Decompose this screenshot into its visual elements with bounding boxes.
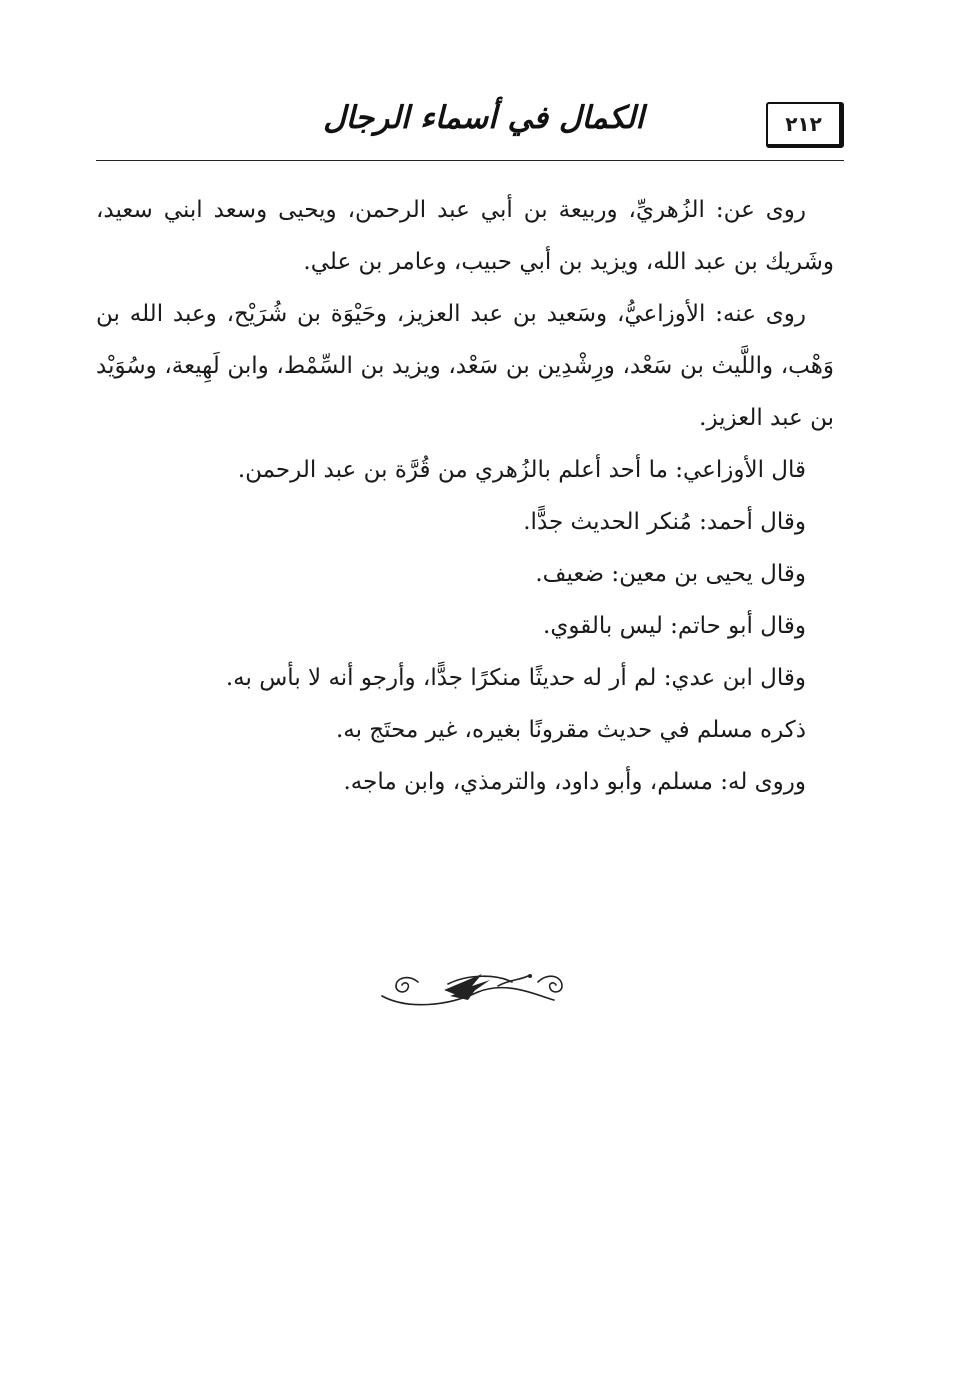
paragraph-ibn-adi-quote: وقال ابن عدي: لم أر له حديثًا منكرًا جدًّا، وأرجو أنه لا بأس به. bbox=[225, 665, 806, 691]
floral-divider-icon bbox=[378, 960, 578, 1020]
page-number: ٢١٢ bbox=[785, 112, 822, 136]
page-body bbox=[96, 184, 834, 808]
book-title: الكمال في أسماء الرجال bbox=[323, 100, 644, 136]
paragraph-muslim-mention: ذكره مسلم في حديث مقرونًا بغيره، غير محتَج به. bbox=[335, 717, 806, 743]
paragraph-ibn-maeen-quote: وقال يحيى بن معين: ضعيف. bbox=[535, 561, 806, 587]
paragraph-narrated-by-collections: وروى له: مسلم، وأبو داود، والترمذي، وابن ماجه. bbox=[343, 769, 806, 795]
page-header bbox=[96, 92, 844, 164]
paragraph-narrated-from: روى عن: الزُهريِّ، وربيعة بن أبي عبد الرحمن، ويحيى وسعد ابني سعيد، وشَريك بن عبد الله، ويزيد بن أبي حبيب، وعامر بن علي. bbox=[96, 197, 834, 275]
page-number-box bbox=[766, 102, 844, 148]
paragraph-narrated-by: روى عنه: الأوزاعيُّ، وسَعيد بن عبد العزيز، وحَيْوَة بن شُرَيْح، وعبد الله بن وَهْب، واللَّيث بن سَعْد، ورِشْدِين بن سَعْد، ويزيد بن السِّمْط، وابن لَهِيعة، وسُوَيْد بن عبد العزيز. bbox=[96, 301, 834, 431]
paragraph-abu-hatim-quote: وقال أبو حاتم: ليس بالقوي. bbox=[543, 613, 806, 639]
paragraph-ahmad-quote: وقال أحمد: مُنكر الحديث جدًّا. bbox=[523, 509, 806, 535]
header-rule bbox=[96, 160, 844, 161]
paragraph-awzai-quote: قال الأوزاعي: ما أحد أعلم بالزُهري من قُرَّة بن عبد الرحمن. bbox=[237, 457, 806, 483]
